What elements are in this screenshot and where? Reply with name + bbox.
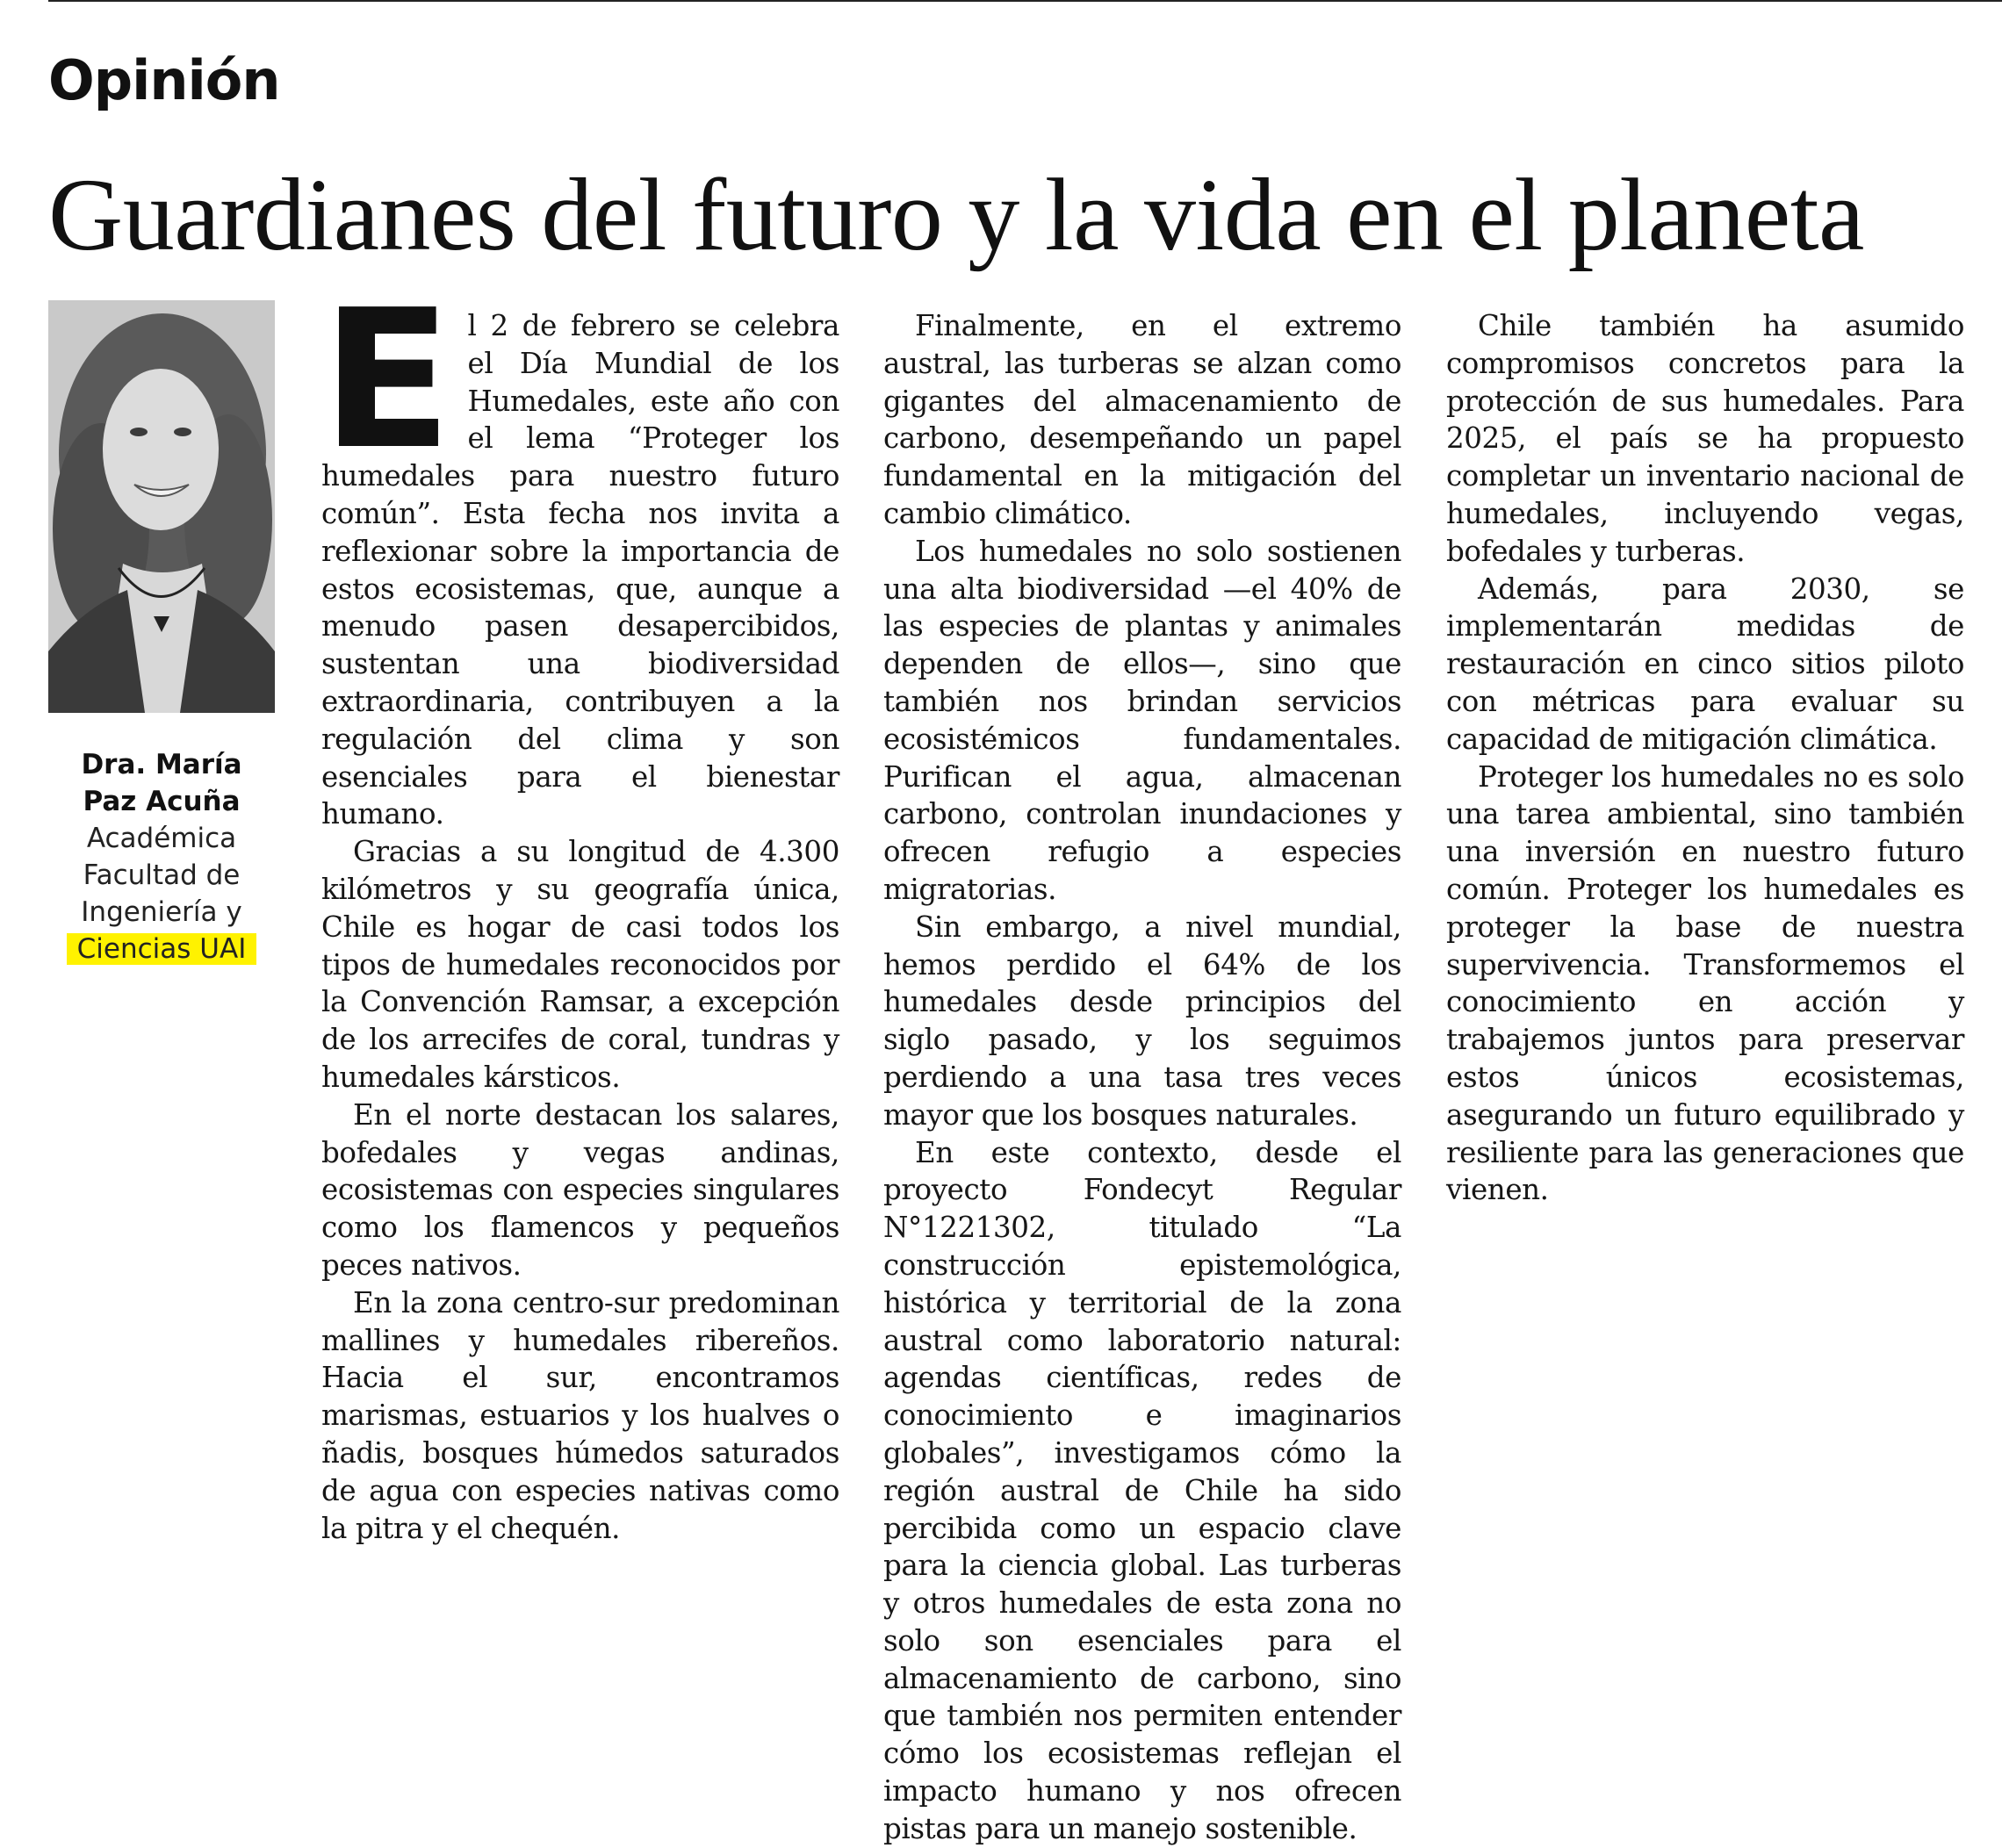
author-name-line1: Dra. María	[81, 749, 242, 780]
article-paragraph: Gracias a su longitud de 4.300 kilómetros y su geografía única, Chile es hogar de casi todos los tipos de humedales reconocidos por la Convención Ramsar, a excepción de los arrecifes de coral, tundras y humedales kársticos.	[321, 835, 839, 1094]
article-paragraph: En el norte destacan los salares, bofedales y vegas andinas, ecosistemas con especies singulares como los flamencos y pequeños peces nativos.	[321, 1097, 839, 1282]
article-column-1	[321, 270, 839, 1547]
article-paragraph: Los humedales no solo sostienen una alta biodiversidad —el 40% de las especies de plantas y animales dependen de ellos—, sino que también nos brindan servicios ecosistémicos fundamentales. Purifican el agua, almacenan carbono, controlan inundaciones y ofrecen refugio a especies migratorias.	[883, 534, 1401, 906]
article-paragraph: Proteger los humedales no es solo una tarea ambiental, sino también una inversión en nuestro futuro común. Proteger los humedales es proteger la base de nuestra supervivencia. Transformemos el conocimiento en acción y trabajemos juntos para preservar estos únicos ecosistemas, asegurando un futuro equilibrado y resiliente para las generaciones que vienen.	[1446, 759, 1964, 1207]
article-paragraph: En este contexto, desde el proyecto Fondecyt Regular N°1221302, titulado “La construcción epistemológica, histórica y territorial de la zona austral como laboratorio natural: agendas científicas, redes de conocimiento e imaginarios globales”, investigamos cómo la región austral de Chile ha sido percibida como un espacio clave para la ciencia global. Las turberas y otros humedales de esta zona no solo son esenciales para el almacenamiento de carbono, sino que también nos permiten entender cómo los ecosistemas reflejan el impacto humano y nos ofrecen pistas para un manejo sostenible.	[883, 1135, 1401, 1845]
top-rule	[48, 0, 2002, 2]
author-name-line2: Paz Acuña	[83, 786, 241, 817]
author-photo	[48, 300, 275, 713]
article-paragraph: Sin embargo, a nivel mundial, hemos perdido el 64% de los humedales desde principios del siglo pasado, y los seguimos perdiendo a una tasa tres veces mayor que los bosques naturales.	[883, 910, 1401, 1132]
article-paragraph: En la zona centro-sur predominan mallines y humedales ribereños. Hacia el sur, encontramos marismas, estuarios y los hualves o ñadis, bosques húmedos saturados de agua con especies nativas como la pitra y el chequén.	[321, 1285, 839, 1545]
author-role-line2: Facultad de	[83, 859, 241, 891]
author-box	[48, 746, 275, 967]
article-paragraph: Además, para 2030, se implementarán medidas de restauración en cinco sitios piloto con métricas para evaluar su capacidad de mitigación climática.	[1446, 572, 1964, 756]
section-label: Opinión	[48, 48, 280, 112]
article-paragraph: Finalmente, en el extremo austral, las turberas se alzan como gigantes del almacenamiento de carbono, desempeñando un papel fundamental en la mitigación del cambio climático.	[883, 309, 1401, 530]
headline: Guardianes del futuro y la vida en el planeta	[48, 157, 1864, 272]
article-column-3	[1446, 307, 1964, 1209]
author-affiliation-highlight: Ciencias UAI	[67, 933, 257, 965]
author-role-line1: Académica	[86, 823, 237, 854]
drop-cap: E	[321, 270, 452, 492]
article-paragraph: l 2 de febrero se celebra el Día Mundial de los Humedales, este año con el lema “Proteger los humedales para nuestro futuro común”. Esta fecha nos invita a reflexionar sobre la importancia de estos ecosistemas, que, aunque a menudo pasen desapercibidos, sustentan una biodiversidad extraordinaria, contribuyen a la regulación del clima y son esenciales para el bienestar humano.	[321, 309, 839, 831]
article-column-2	[883, 307, 1401, 1848]
author-role-line3: Ingeniería y	[81, 896, 242, 928]
article-paragraph: Chile también ha asumido compromisos concretos para la protección de sus humedales. Para 2025, el país se ha propuesto completar un inventario nacional de humedales, incluyendo vegas, bofedales y turberas.	[1446, 309, 1964, 568]
